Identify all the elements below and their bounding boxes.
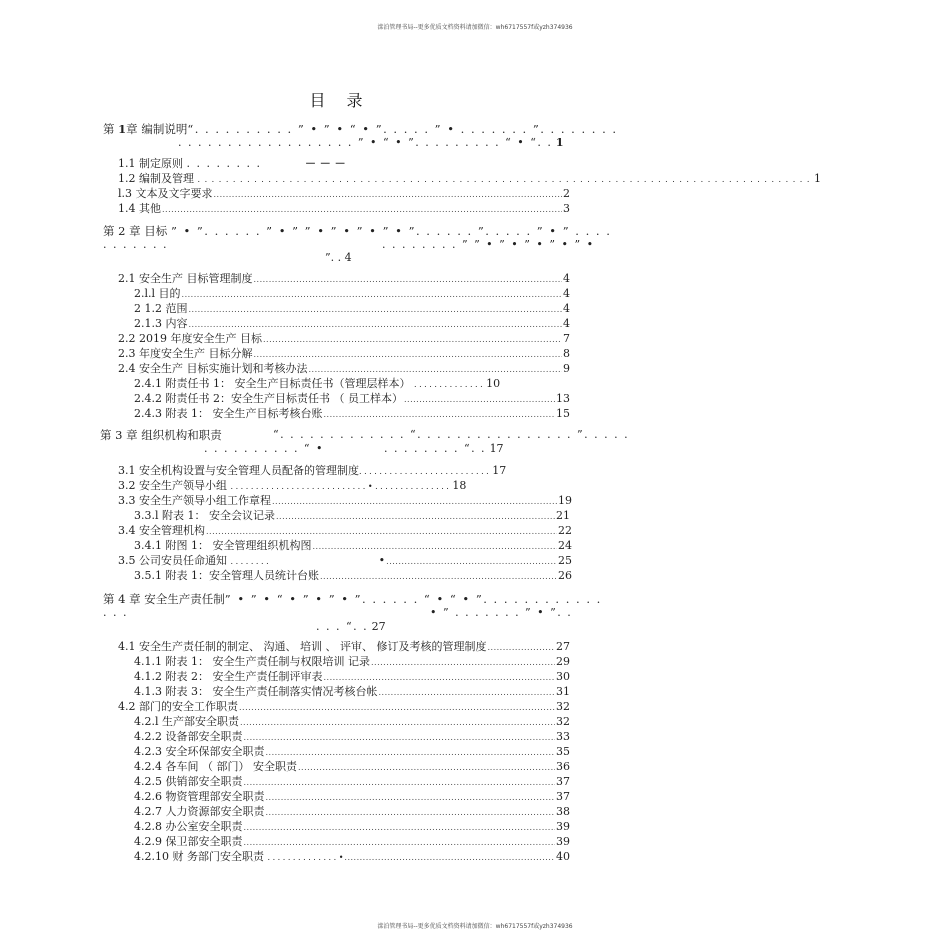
toc-entry[interactable]: 2.4 安全生产 目标实施计划和考核办法 ..... 9 [118, 362, 570, 377]
toc-chapter-2[interactable]: 第 2 章 目标 ” • ”. . . . . . ” • ” ” • ” • ” • ” • ”. . . . . . ”. . . . . ” • ” . . . . [103, 224, 612, 238]
toc-entry[interactable]: 4.1.2 附表 2： 安全生产责任制评审表 ..... 30 [134, 670, 570, 685]
toc-entry[interactable]: 2.l.l 目的 ..... 4 [134, 287, 570, 302]
toc-entry[interactable]: 4.2.9 保卫部安全职责 ..... 39 [134, 835, 570, 850]
toc-entry[interactable]: 4.2.2 设备部安全职责 ..... 33 [134, 730, 570, 745]
toc-chapter-3-cont: . . . . . . . . “. . 17 [384, 442, 504, 455]
toc-chapter-3-cont: . . . . . . . . . . “ • [204, 442, 325, 455]
toc-entry[interactable]: 3.1 安全机构设置与安全管理人员配备的管理制度. . . . . . . . . . . . . . . . . . . . . . . . . . 17 [118, 464, 507, 477]
toc-chapter-4[interactable]: 第 4 章 安全生产责任制” • ” • “ • ” • ” • ”. . . . . . “ • “ • ”. . . . . . . . . . . . [103, 592, 602, 606]
toc-entry[interactable]: 4.2.8 办公室安全职责 ..... 39 [134, 820, 570, 835]
toc-entry[interactable]: 4.2.7 人力资源部安全职责 ..... 38 [134, 805, 570, 820]
toc-chapter-4-cont: . . . [103, 606, 128, 619]
toc-entry[interactable]: 3.4.1 附图 1： 安全管理组织机构图 ..... 24 [134, 539, 572, 554]
toc-entry[interactable]: 2.1.3 内容 ..... 4 [134, 317, 570, 332]
page-footer: 滦泊管理书局--更多优质文档资料请加微信：wh6717557f或yzh374936 [377, 923, 573, 930]
toc-entry[interactable]: 2.3 年度安全生产 目标分解 ..... 8 [118, 347, 570, 362]
toc-entry[interactable]: 1.1 制定原则 . . . . . . . . － － － [118, 157, 346, 170]
toc-chapter-3-leader: “. . . . . . . . . . . . . “. . . . . . . . . . . . . . . . ”. . . . . [273, 428, 630, 441]
toc-entry[interactable]: 4.2.6 物资管理部安全职责 ..... 37 [134, 790, 570, 805]
toc-entry[interactable]: 3.3.l 附表 1： 安全会议记录 ..... 21 [134, 509, 570, 524]
toc-entry[interactable]: 4.2.3 安全环保部安全职责 ..... 35 [134, 745, 570, 760]
toc-entry[interactable]: 2.4.3 附表 1： 安全生产目标考核台账 ..... 15 [134, 407, 570, 422]
toc-entry[interactable]: 4.1.3 附表 3： 安全生产责任制落实情况考核台帐 ..... 31 [134, 685, 570, 700]
toc-entry[interactable]: 4.1 安全生产责任制的制定、 沟通、 培训 、 评审、 修订及考核的管理制度 ..... 27 [118, 640, 570, 655]
toc-title: 目 录 [309, 91, 371, 110]
toc-chapter-2-cont: . . . . . . . [103, 238, 168, 251]
toc-entry[interactable]: 2 1.2 范围 ..... 4 [134, 302, 570, 317]
toc-chapter-4-cont: • ” . . . . . . . ” • ”. . [430, 606, 573, 619]
toc-entry[interactable]: 4.1.1 附表 1： 安全生产责任制与权限培训 记录 ..... 29 [134, 655, 570, 670]
toc-entry[interactable]: 4.2 部门的安全工作职责 ..... 32 [118, 700, 570, 715]
toc-entry[interactable]: 4.2.l 生产部安全职责 ..... 32 [134, 715, 570, 730]
toc-entry[interactable]: 2.4.1 附责任书 1： 安全生产目标责任书（管理层样本） . . . . . . . . . . . . . . 10 [134, 377, 501, 390]
toc-chapter-3[interactable]: 第 3 章 组织机构和职责 [100, 428, 222, 442]
toc-chapter-4-page: . . . “. . 27 [316, 620, 386, 633]
toc-entry[interactable]: 4.2.4 各车间 （ 部门） 安全职责 ..... 36 [134, 760, 570, 775]
toc-entry[interactable]: 3.5 公司安员任命通知 . . . . . . . . • ..... 25 [118, 554, 572, 569]
toc-chapter-2-cont: . . . . . . . . ” ” • ” • ” • ” • ” • [382, 238, 595, 251]
toc-entry[interactable]: 3.3 安全生产领导小组工作章程 ..... 19 [118, 494, 572, 509]
toc-chapter-2-page: ”. . 4 [325, 251, 352, 264]
toc-chapter-1-cont: . . . . . . . . . . . . . . . . . . ” • “ • ”. . . . . . . . . “ • “. . 1 [178, 136, 564, 149]
toc-entry[interactable]: 2.4.2 附责任书 2：安全生产目标责任书 （ 员工样本） ..... 13 [134, 392, 570, 407]
toc-entry[interactable]: l.3 文本及文字要求 ..... 2 [118, 187, 570, 202]
toc-entry[interactable]: 4.2.5 供销部安全职责 ..... 37 [134, 775, 570, 790]
toc-entry[interactable]: 3.5.1 附表 1：安全管理人员统计台账 ..... 26 [134, 569, 572, 584]
toc-entry[interactable]: 2.1 安全生产 目标管理制度 ..... 4 [118, 272, 570, 287]
toc-entry[interactable]: 3.4 安全管理机构 ..... 22 [118, 524, 572, 539]
toc-entry[interactable]: 3.2 安全生产领导小组 . . . . . . . . . . . . . . . . . . . . . . . . . . . • . . . . . . . . . . . . . . . 18 [118, 479, 467, 492]
toc-entry[interactable]: 1.4 其他 ..... 3 [118, 202, 570, 217]
toc-chapter-1[interactable]: 第 1章 编制说明“. . . . . . . . . . ” • ” • “ • ”. . . . . ” • . . . . . . . ”. . . . . . . . [103, 122, 618, 136]
toc-entry[interactable]: 2.2 2019 年度安全生产 目标 ..... 7 [118, 332, 570, 347]
toc-entry[interactable]: 1.2 编制及管理 . . . . . . . . . . . . . . . . . . . . . . . . . . . . . . . . . . . . . . . . . . . . . . . . . . . . . . . . . . . . . . . . . . . . . . . . . . . . . . . . . . . . . . . 1 [118, 172, 821, 185]
toc-entry[interactable]: 4.2.10 财 务部门安全职责 . . . . . . . . . . . . . . • ..... 40 [134, 850, 570, 865]
page-header: 滦泊管理书局--更多优质文档资料请加微信：wh6717557f或yzh374936 [377, 24, 573, 31]
